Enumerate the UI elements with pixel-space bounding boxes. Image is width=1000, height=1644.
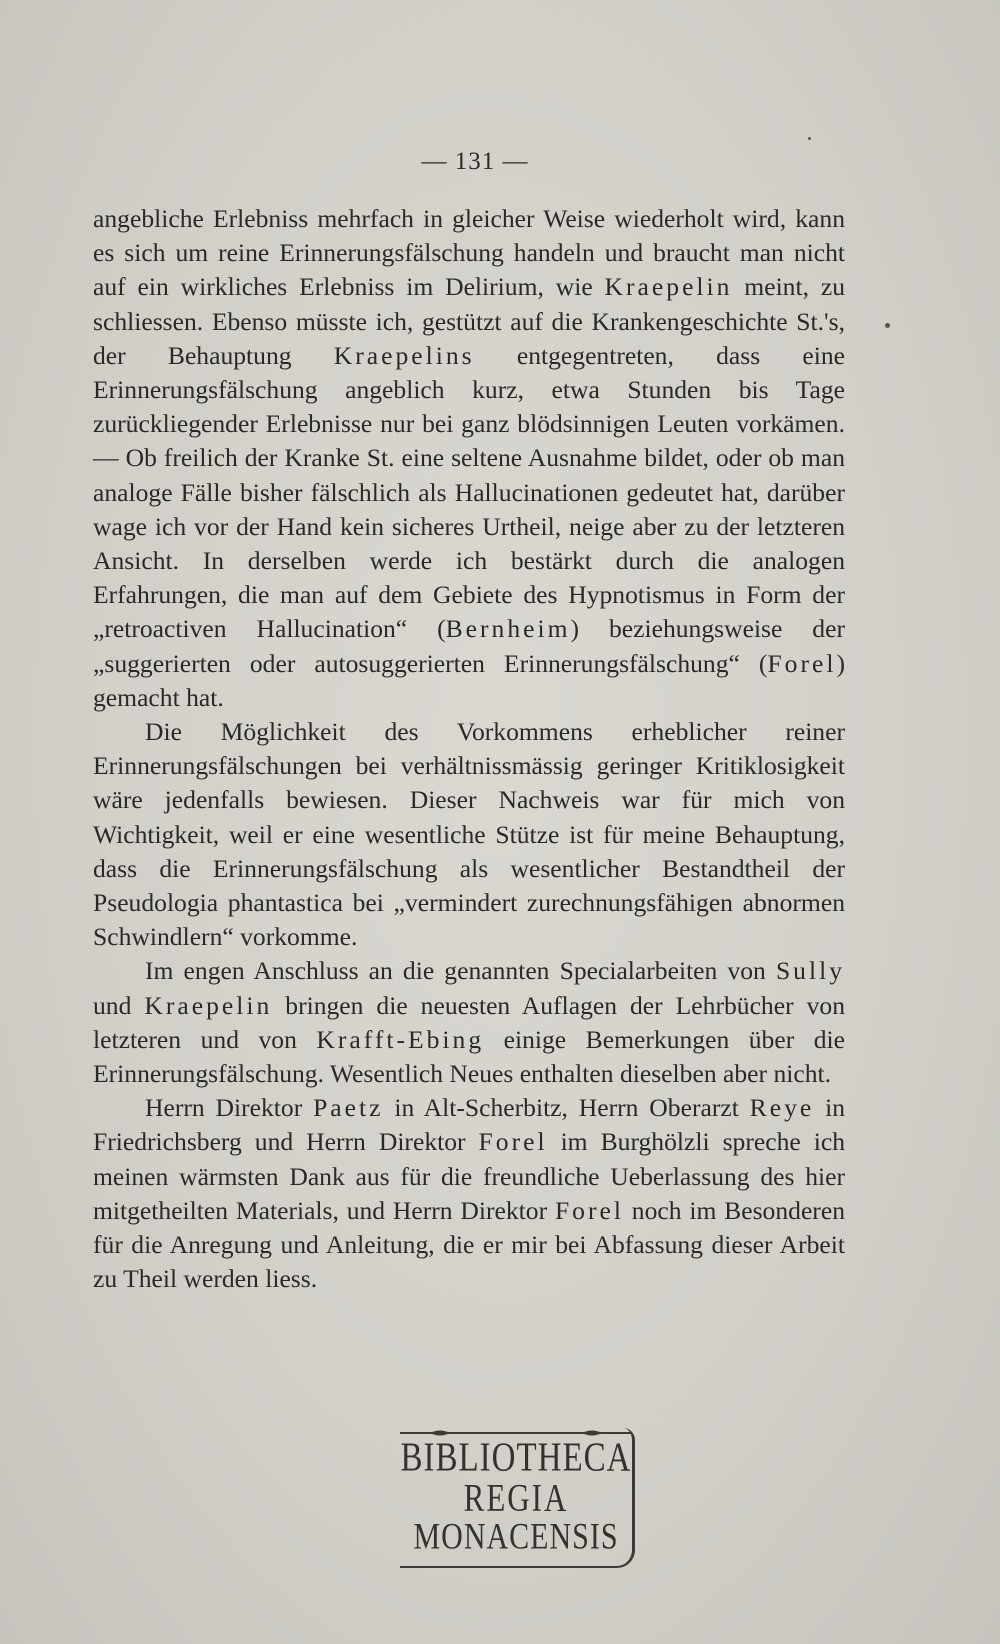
text-run: Die Möglichkeit des Vorkommens erheblicher reiner Erinnerungsfälschungen bei verhältnissmässig geringer Kritiklosigkeit wäre jedenfalls bewiesen. Dieser Nachweis war für mich von Wichtigkeit, weil er eine wesentliche Stütze ist für meine Behauptung, dass die Erinnerungsfälschung als wesentlicher Bestandtheil der Pseudologia phantastica bei „vermindert zurechnungsfähigen abnormen Schwindlern“ vorkomme. (93, 717, 845, 952)
author-name: Kraepelin (604, 272, 733, 302)
author-name: Sully (775, 956, 845, 986)
author-name: Paetz (313, 1093, 384, 1123)
print-speck (808, 137, 811, 140)
text-run: noch im Besonderen für die Anregung und Anleitung, die er mir bei Abfassung dieser Arbeit zu Theil werden liess. (93, 1195, 845, 1294)
text-run: Herrn Direktor (145, 1093, 314, 1123)
paragraph (93, 715, 845, 954)
stamp-line-2: REGIA (463, 1475, 569, 1520)
page-number: — 131 — (421, 148, 529, 175)
text-run: meint, zu schliessen. Ebenso müsste ich, gestützt auf die Krankengeschichte St.'s, der Behauptung (93, 272, 845, 370)
paragraph (93, 202, 845, 715)
text-run: einige Bemerkungen über die Erinnerungsfälschung. Wesentlich Neues enthalten dieselben aber nicht. (93, 1024, 845, 1089)
text-run: in Friedrichsberg und Herrn Direktor (93, 1093, 845, 1157)
author-name: Bernheim (445, 614, 571, 644)
author-name: Kraepelin (144, 990, 273, 1020)
library-stamp (400, 1428, 635, 1568)
text-run: ) gemacht hat. (93, 648, 845, 712)
text-run: im Burghölzli spreche ich meinen wärmsten Dank aus für die freundliche Ueberlassung des hier mitgetheilten Materials, und Herrn Direktor (93, 1127, 845, 1225)
text-run: entgegentreten, dass eine Erinnerungsfälschung angeblich kurz, etwa Stunden bis Tage zurückliegender Erlebnisse nur bei ganz blödsinnigen Leuten vorkämen. — Ob freilich der Kranke St. eine seltene Ausnahme bildet, oder ob man analoge Fälle bisher fälschlich als Hallucinationen gedeutet hat, darüber wage ich vor der Hand kein sicheres Urtheil, neige aber zu der letzteren Ansicht. In derselben werde ich bestärkt durch die analogen Erfahrungen, die man auf dem Gebiete des Hypnotismus in Form der „retroactiven Hallucination“ ( (93, 340, 845, 644)
author-name: Krafft-Ebing (316, 1024, 485, 1054)
author-name: Forel (767, 648, 837, 678)
author-name: Forel (478, 1127, 548, 1157)
paragraph (93, 954, 845, 1091)
paragraph (93, 1091, 845, 1296)
print-speck (885, 323, 890, 328)
text-run: bringen die neuesten Auflagen der Lehrbücher von letzteren und von (93, 990, 845, 1054)
author-name: Forel (554, 1195, 624, 1225)
text-run: angebliche Erlebniss mehrfach in gleicher Weise wiederholt wird, kann es sich um reine Erinnerungsfälschung handeln und braucht man nicht auf ein wirkliches Erlebniss im Delirium, wie (93, 204, 845, 302)
author-name: Reye (749, 1093, 815, 1123)
stamp-line-3: MONACENSIS (413, 1515, 619, 1557)
text-run: ) beziehungsweise der „suggerierten oder autosuggerierten Erinnerungsfälschung“ ( (93, 614, 845, 678)
author-name: Kraepelins (333, 340, 475, 370)
body-text (93, 202, 845, 1297)
stamp-line-1: BIBLIOTHECA (400, 1435, 632, 1481)
text-run: Im engen Anschluss an die genannten Specialarbeiten von (145, 956, 776, 986)
text-run: in Alt-Scherbitz, Herrn Oberarzt (383, 1093, 750, 1123)
text-run: und (93, 990, 145, 1020)
